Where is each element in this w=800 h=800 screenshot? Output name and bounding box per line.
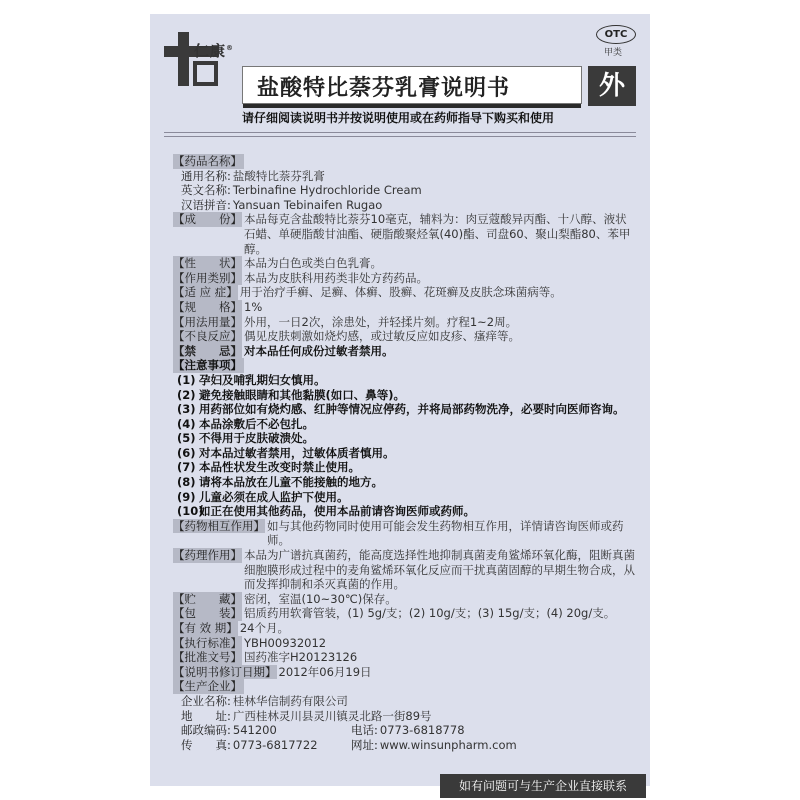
footer-contact-note: 如有问题可与生产企业直接联系 bbox=[440, 774, 646, 798]
page-title: 盐酸特比萘芬乳膏说明书 bbox=[257, 76, 511, 101]
divider bbox=[164, 136, 636, 137]
section-heading: 【注意事项】 bbox=[173, 358, 242, 373]
field-row: 【用法用量】 外用，一日2次，涂患处，并轻揉片刻。疗程1~2周。 bbox=[173, 314, 518, 329]
list-item: (4) 本品涂敷后不必包扎。 bbox=[177, 416, 314, 431]
list-item: (9) 儿童必须在成人监护下使用。 bbox=[177, 489, 349, 504]
postcode-phone-row: 邮政编码: 541200 电话: 0773-6818778 bbox=[181, 723, 465, 738]
list-item: (8) 请将本品放在儿童不能接触的地方。 bbox=[177, 475, 383, 490]
field-row: 【药物相互作用】 如与其他药物同时使用可能会发生药物相互作用，详情请咨询医师或药师。 bbox=[173, 518, 624, 548]
section-manufacturer bbox=[173, 679, 638, 694]
instruction-sheet bbox=[150, 14, 650, 793]
list-item: (7) 本品性状发生改变时禁止使用。 bbox=[177, 460, 360, 475]
otc-badge: OTC bbox=[596, 25, 636, 44]
list-item: (5) 不得用于皮肤破溃处。 bbox=[177, 431, 314, 446]
list-item: (3) 用药部位如有烧灼感、红肿等情况应停药，并将局部药物洗净，必要时向医师咨询。 bbox=[177, 402, 625, 417]
title-bar bbox=[242, 66, 582, 104]
field-row: 【说明书修订日期】 2012年06月19日 bbox=[173, 664, 372, 679]
field-row: 【贮 藏】 密闭，室温(10~30℃)保存。 bbox=[173, 591, 397, 606]
field-row: 【包 装】 铝质药用软膏管装，(1) 5g/支；(2) 10g/支；(3) 15g/支；(4) 20g/支。 bbox=[173, 606, 616, 621]
list-item: (10) 如正在使用其他药品，使用本品前请咨询医师或药师。 bbox=[177, 504, 475, 519]
section-heading: 【生产企业】 bbox=[173, 679, 242, 694]
list-item: (1) 孕妇及哺乳期妇女慎用。 bbox=[177, 372, 326, 387]
fax-web-row: 传 真: 0773-6817722 网址: www.winsunpharm.com bbox=[181, 737, 517, 752]
content bbox=[173, 154, 638, 752]
field-row: 【批准文号】 国药准字H20123126 bbox=[173, 650, 358, 665]
contraindication-row: 【禁 忌】 对本品任何成份过敏者禁用。 bbox=[173, 343, 394, 358]
field-row: 【作用类别】 本品为皮肤科用药类非处方药药品。 bbox=[173, 270, 428, 285]
names-list bbox=[173, 169, 638, 213]
address-row: 地 址: 广西桂林灵川县灵川镇灵北路一街89号 bbox=[181, 708, 432, 723]
field-row: 【不良反应】 偶见皮肤刺激如烧灼感，或过敏反应如皮疹、瘙痒等。 bbox=[173, 329, 520, 344]
field-row: 【性 状】 本品为白色或类白色乳膏。 bbox=[173, 256, 382, 271]
field-row: 【规 格】 1% bbox=[173, 299, 263, 314]
manufacturer-info bbox=[173, 694, 638, 752]
section-precautions bbox=[173, 358, 638, 373]
section-heading: 【药品名称】 bbox=[173, 154, 242, 168]
subtitle: 请仔细阅读说明书并按说明使用或在药师指导下购买和使用 bbox=[242, 111, 555, 125]
precautions-list bbox=[173, 373, 638, 519]
field-row: 【有 效 期】 24个月。 bbox=[173, 621, 289, 635]
divider bbox=[164, 132, 636, 133]
section-drug-name bbox=[173, 154, 638, 169]
field-row: 【执行标准】 YBH00932012 bbox=[173, 635, 327, 650]
field-row: 【成 份】 本品每克含盐酸特比萘芬10毫克，辅料为：肉豆蔻酸异丙酯、十八醇、液状石蜡、单硬脂酸甘油酯、硬脂酸聚烃氧(40)酯、司盘60、聚山梨酯80、苯甲醇。 bbox=[173, 212, 631, 256]
name-row: 英文名称: Terbinafine Hydrochloride Cream bbox=[181, 183, 422, 198]
name-row: 通用名称: 盐酸特比萘芬乳膏 bbox=[181, 168, 325, 183]
brand-name: 仁康® bbox=[194, 42, 235, 60]
field-row: 【药理作用】 本品为广谱抗真菌药，能高度选择性地抑制真菌麦角鲨烯环氧化酶，阻断真菌细胞膜形成过程中的麦角鲨烯环氧化反应而干扰真菌固醇的早期生物合成，从而发挥抑制和杀灭真菌的作用。 bbox=[173, 548, 635, 592]
otc-class-label: 甲类 bbox=[604, 48, 623, 58]
company-row: 企业名称: 桂林华信制药有限公司 bbox=[181, 693, 348, 708]
name-row: 汉语拼音: Yansuan Tebinaifen Rugao bbox=[181, 197, 383, 212]
list-item: (2) 避免接触眼睛和其他黏膜(如口、鼻等)。 bbox=[177, 387, 406, 402]
external-use-mark: 外 bbox=[588, 66, 636, 106]
field-row: 【适 应 症】 用于治疗手癣、足癣、体癣、股癣、花斑癣及皮肤念珠菌病等。 bbox=[173, 285, 562, 300]
list-item: (6) 对本品过敏者禁用，过敏体质者慎用。 bbox=[177, 445, 395, 460]
